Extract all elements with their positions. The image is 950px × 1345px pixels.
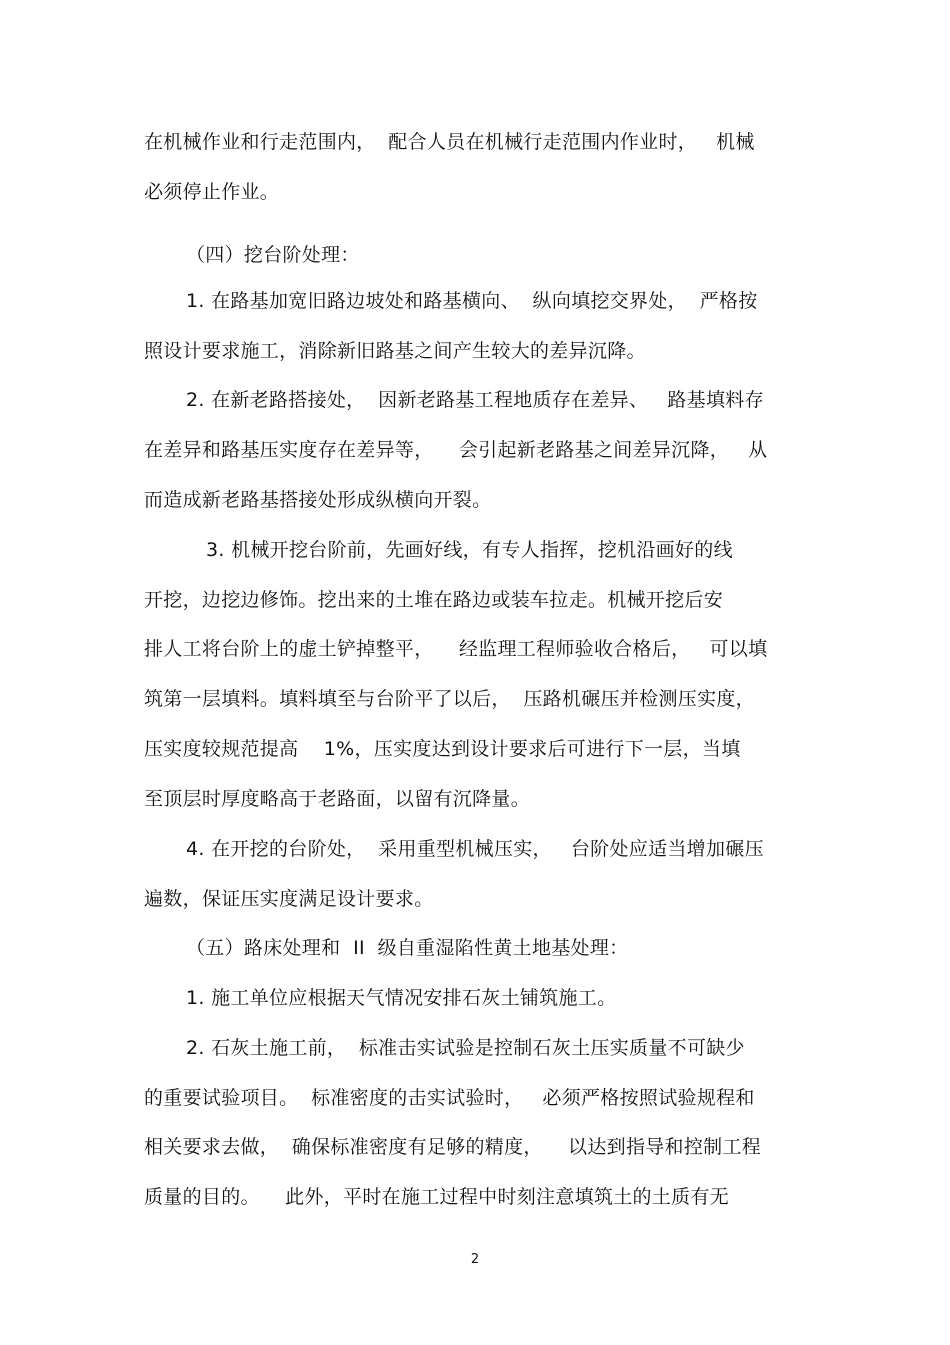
text-line: 照设计要求施工，消除新旧路基之间产生较大的差异沉降。 <box>144 340 646 362</box>
text-line: 4. 在开挖的台阶处， 采用重型机械压实， 台阶处应适当增加碾压 <box>186 838 764 860</box>
text-line: 筑第一层填料。填料填至与台阶平了以后， 压路机碾压并检测压实度， <box>144 688 755 710</box>
text-line: 3. 机械开挖台阶前，先画好线，有专人指挥，挖机沿画好的线 <box>206 539 733 561</box>
text-line: 在差异和路基压实度存在差异等， 会引起新老路基之间差异沉降， 从 <box>144 439 768 461</box>
text-line: 在机械作业和行走范围内， 配合人员在机械行走范围内作业时， 机械 <box>144 131 755 153</box>
text-line: 1. 施工单位应根据天气情况安排石灰土铺筑施工。 <box>186 987 617 1009</box>
section-heading: （五）路床处理和 II 级自重湿陷性黄土地基处理： <box>186 937 629 959</box>
text-line: 相关要求去做， 确保标准密度有足够的精度， 以达到指导和控制工程 <box>144 1136 762 1158</box>
text-line: 而造成新老路基搭接处形成纵横向开裂。 <box>144 489 492 511</box>
text-line: 开挖，边挖边修饰。挖出来的土堆在路边或装车拉走。机械开挖后安 <box>144 589 724 611</box>
section-heading: （四）挖台阶处理： <box>186 244 360 266</box>
text-line: 压实度较规范提高 1%，压实度达到设计要求后可进行下一层，当填 <box>144 738 741 760</box>
text-line: 至顶层时厚度略高于老路面，以留有沉降量。 <box>144 788 531 810</box>
text-line: 2. 石灰土施工前， 标准击实试验是控制石灰土压实质量不可缺少 <box>186 1037 745 1059</box>
text-line: 1. 在路基加宽旧路边坡处和路基横向、 纵向填挖交界处， 严格按 <box>186 290 758 312</box>
text-line: 质量的目的。 此外，平时在施工过程中时刻注意填筑土的土质有无 <box>144 1186 730 1208</box>
text-line: 排人工将台阶上的虚土铲掉整平， 经监理工程师验收合格后， 可以填 <box>144 638 768 660</box>
text-line: 2. 在新老路搭接处， 因新老路基工程地质存在差异、 路基填料存 <box>186 389 764 411</box>
text-line: 的重要试验项目。 标准密度的击实试验时， 必须严格按照试验规程和 <box>144 1087 755 1109</box>
text-line: 遍数，保证压实度满足设计要求。 <box>144 888 434 910</box>
text-line: 必须停止作业。 <box>144 181 280 203</box>
page-number: 2 <box>470 1252 480 1267</box>
